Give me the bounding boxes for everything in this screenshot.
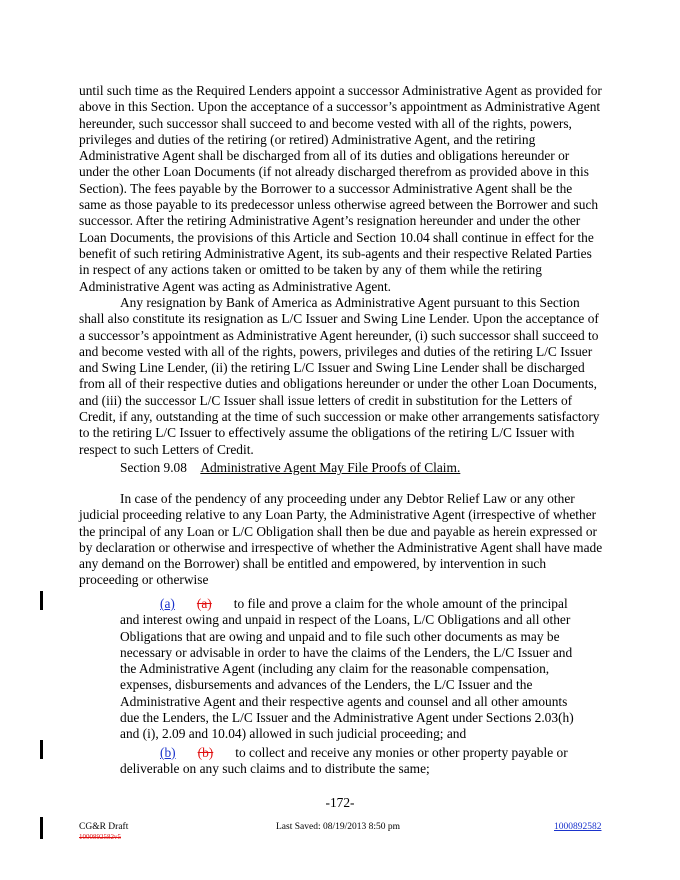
clause-b-deleted-label: (b) (197, 745, 214, 760)
page-number: -172- (325, 795, 355, 810)
section-heading (120, 460, 460, 476)
paragraph-successor-agent: until such time as the Required Lenders appoint a successor Administrative Agent as provided for above in this Section. Upon the acceptance of a successor’s appointment as Administrative Agent hereunder, such successor shall succeed to and become vested with all of the rights, powers, privileges and duties of the retiring (or retired) Administrative Agent, and the retiring Administrative Agent shall be discharged from all of its duties and obligations hereunder or under the other Loan Documents (if not already discharged therefrom as provided above in this Section). The fees payable by the Borrower to a successor Administrative Agent shall be the same as those payable to its predecessor unless otherwise agreed between the Borrower and such successor. After the retiring Administrative Agent’s resignation hereunder and under the other Loan Documents, the provisions of this Article and Section 10.04 shall continue in effect for the benefit of such retiring Administrative Agent, its sub-agents and their respective Related Parties in respect of any actions taken or omitted to be taken by any of them while the retiring Administrative Agent was acting as Administrative Agent. (79, 83, 602, 294)
paragraph-proofs-of-claim: In case of the pendency of any proceeding under any Debtor Relief Law or any other judicial proceeding relative to any Loan Party, the Administrative Agent (irrespective of whether the principal of any Loan or L/C Obligation shall then be due and payable as herein expressed or by declaration or otherwise and irrespective of whether the Administrative Agent shall have made any demand on the Borrower) shall be entitled and empowered, by intervention in such proceeding or otherwise (79, 491, 603, 588)
footer-left (79, 822, 128, 841)
paragraph-resignation-bank: Any resignation by Bank of America as Administrative Agent pursuant to this Section shall also constitute its resignation as L/C Issuer and Swing Line Lender. Upon the acceptance of a successor’s appointment as Administrative Agent hereunder, (i) such successor shall succeed to and become vested with all of the rights, powers, privileges and duties of the retiring L/C Issuer and Swing Line Lender, (ii) the retiring L/C Issuer and Swing Line Lender shall be discharged from all of their respective duties and obligations hereunder or under the other Loan Documents, and (iii) the successor L/C Issuer shall issue letters of credit in substitution for the Letters of Credit, if any, outstanding at the time of such succession or make other arrangements satisfactory to the retiring L/C Issuer to effectively assume the obligations of the retiring L/C Issuer with respect to such Letters of Credit. (79, 295, 600, 457)
change-bar (40, 740, 43, 759)
change-bar (40, 591, 43, 610)
footer-old-docnum: 1000892582v5 (79, 833, 121, 841)
clause-a-deleted-label: (a) (196, 596, 212, 611)
change-bar (40, 817, 43, 839)
footer-draft-label: CG&R Draft (79, 822, 129, 832)
footer-docnum-link[interactable]: 1000892582 (554, 822, 602, 832)
clause-b (120, 745, 590, 778)
clause-a-text: to file and prove a claim for the whole amount of the principal and interest owing and unpaid in respect of the Loans, L/C Obligations and all other Obligations that are owing and unpaid and to file such other documents as may be necessary or advisable in order to have the claims of the Lenders, the L/C Issuer and the Administrative Agent (including any claim for the reasonable compensation, expenses, disbursements and advances of the Lenders, the L/C Issuer and the Administrative Agent and their respective agents and counsel and all other amounts due the Lenders, the L/C Issuer and the Administrative Agent under Sections 2.03(h) and (i), 2.09 and 10.04) allowed in such judicial proceeding; and (120, 596, 574, 742)
clause-a (120, 596, 590, 743)
footer-last-saved: Last Saved: 08/19/2013 8:50 pm (276, 822, 401, 832)
section-number: Section 9.08 (120, 460, 187, 475)
clause-a-inserted-label: (a) (160, 596, 175, 611)
clause-b-text: to collect and receive any monies or other property payable or deliverable on any such claims and to distribute the same; (120, 745, 568, 777)
section-title: Administrative Agent May File Proofs of Claim. (200, 460, 461, 475)
clause-b-inserted-label: (b) (160, 745, 176, 760)
